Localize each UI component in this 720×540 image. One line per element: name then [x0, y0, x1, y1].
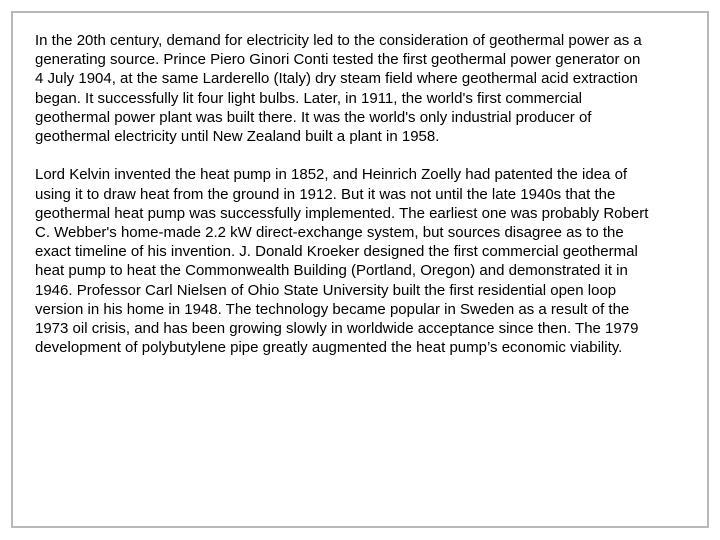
text-line: generating source. Prince Piero Ginori Conti tested the first geothermal power generator on: [35, 51, 641, 69]
text-line: began. It successfully lit four light bulbs. Later, in 1911, the world's first commercial: [35, 89, 583, 107]
text-line: In the 20th century, demand for electricity led to the consideration of geothermal power as a: [35, 32, 642, 49]
document-frame: [11, 11, 709, 528]
text-line: 1973 oil crisis, and has been growing slowly in worldwide acceptance since then. The 1979: [35, 320, 639, 338]
text-line: C. Webber's home-made 2.2 kW direct-exchange system, but sources disagree as to the: [35, 224, 624, 242]
text-line: geothermal electricity until New Zealand built a plant in 1958.: [35, 128, 440, 146]
text-line: 4 July 1904, at the same Larderello (Italy) dry steam field where geothermal acid extraction: [35, 70, 638, 88]
paragraph-geothermal-power: [35, 31, 695, 146]
text-line: version in his home in 1948. The technology became popular in Sweden as a result of the: [35, 300, 630, 318]
text-line: heat pump to heat the Commonwealth Building (Portland, Oregon) and demonstrated it in: [35, 262, 628, 280]
paragraph-heat-pump: [35, 165, 695, 357]
text-line: Lord Kelvin invented the heat pump in 1852, and Heinrich Zoelly had patented the idea of: [35, 166, 628, 184]
text-line: development of polybutylene pipe greatly augmented the heat pump’s economic viability.: [35, 339, 623, 357]
text-line: exact timeline of his invention. J. Donald Kroeker designed the first commercial geothermal: [35, 243, 638, 261]
document-body: [35, 31, 695, 377]
text-line: geothermal heat pump was successfully implemented. The earliest one was probably Robert: [35, 204, 649, 222]
text-line: 1946. Professor Carl Nielsen of Ohio State University built the first residential open loop: [35, 281, 617, 299]
text-line: using it to draw heat from the ground in 1912. But it was not until the late 1940s that the: [35, 185, 616, 203]
text-line: geothermal power plant was built there. It was the world's only industrial producer of: [35, 108, 592, 126]
